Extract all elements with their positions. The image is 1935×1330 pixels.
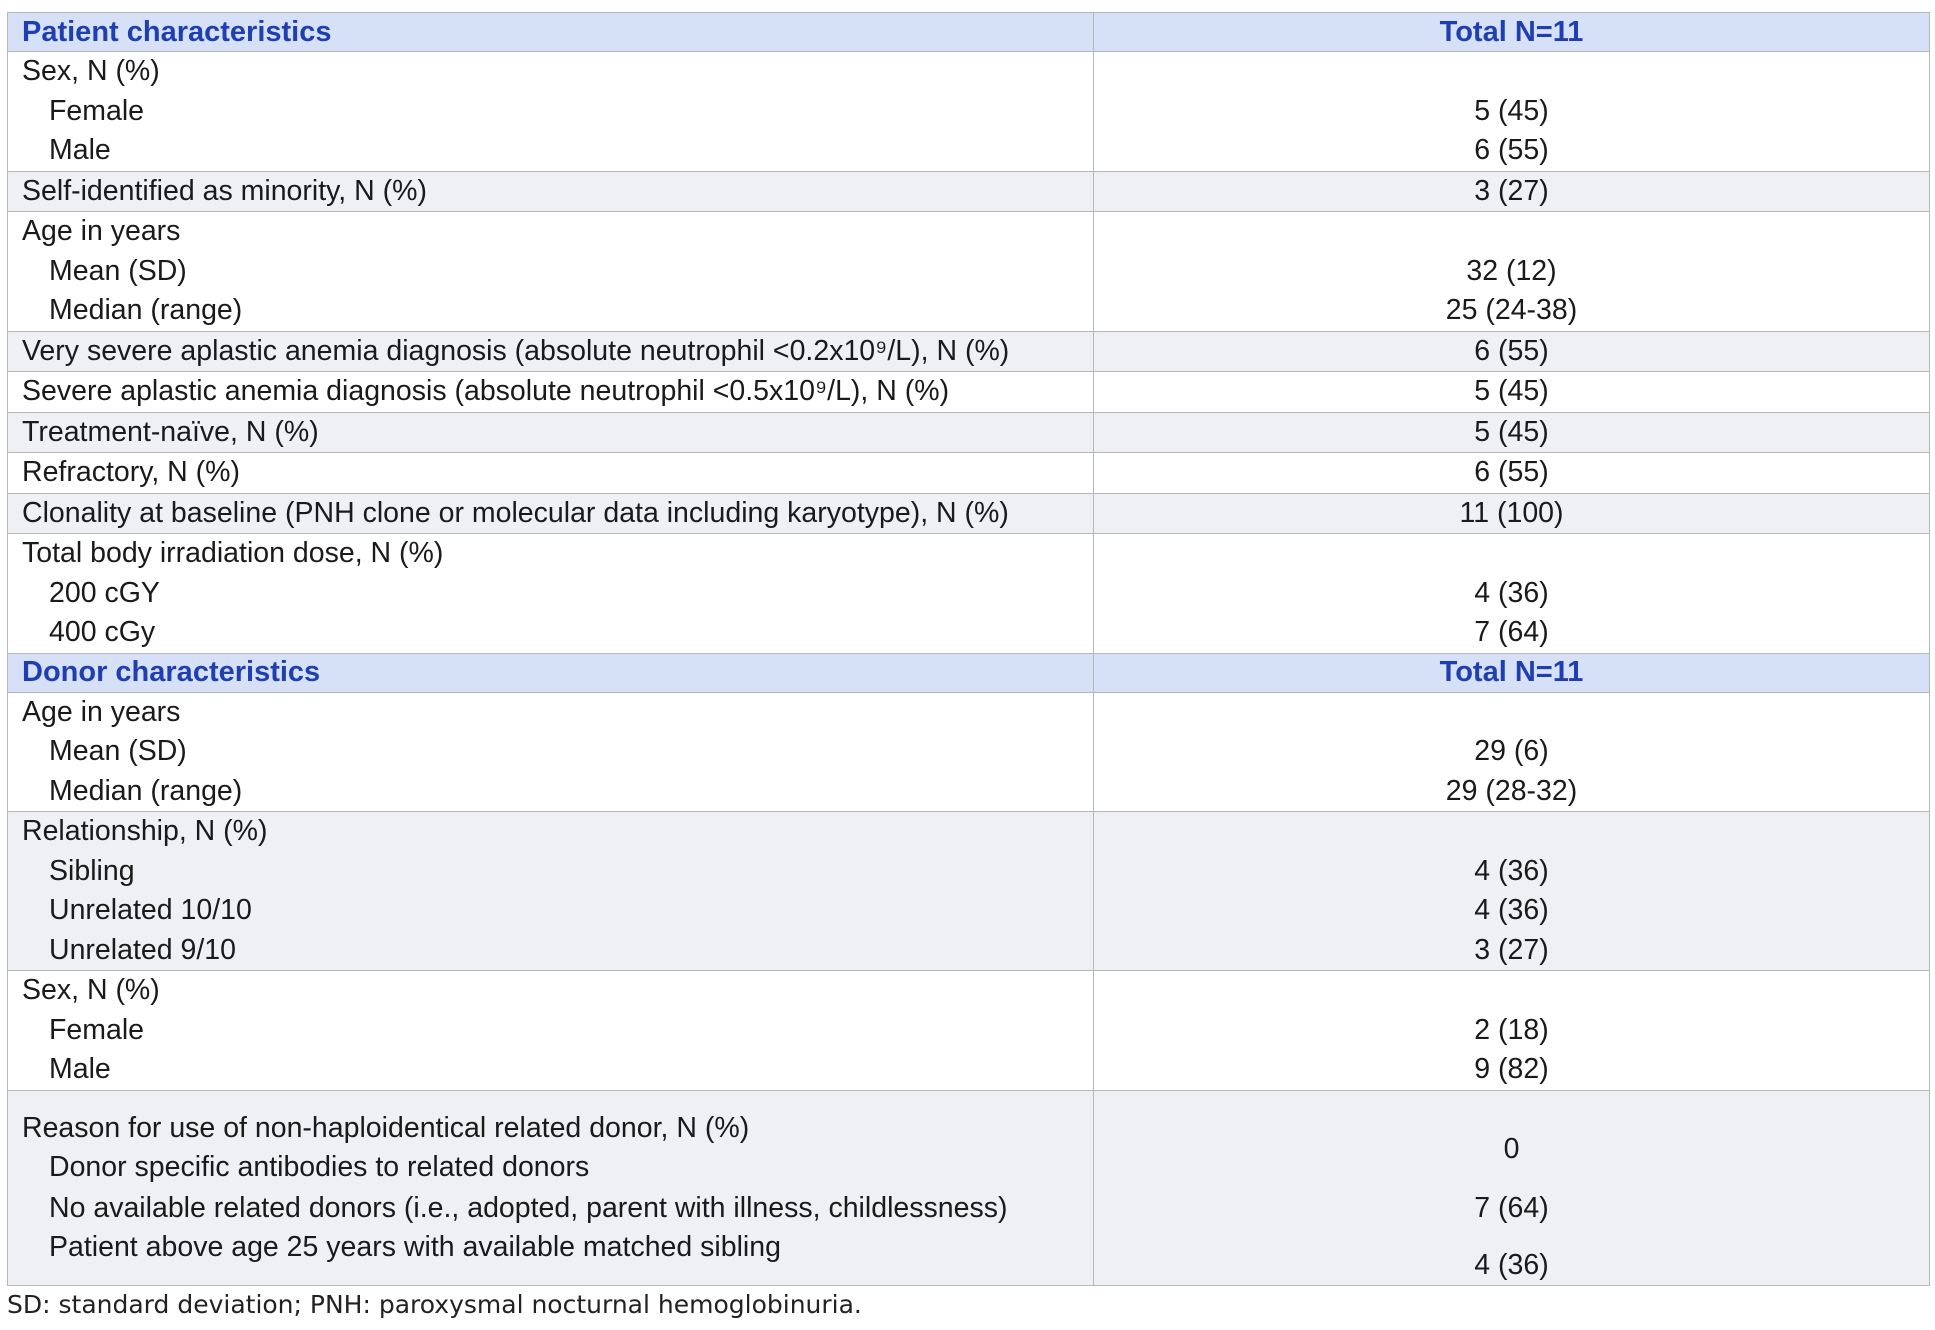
row-title: Clonality at baseline (PNH clone or molecular data including karyotype), N (%) — [22, 496, 1009, 529]
row-title: Self-identified as minority, N (%) — [22, 174, 427, 207]
row-sub-label: Unrelated 9/10 — [49, 933, 236, 966]
table-row — [8, 534, 1930, 654]
row-title-value: 3 (27) — [1474, 174, 1549, 207]
row-sub-value: 9 (82) — [1474, 1053, 1549, 1085]
row-title-value — [1094, 52, 1929, 92]
patient-header-row — [8, 13, 1930, 52]
table-row — [8, 171, 1930, 212]
row-title-value — [1094, 971, 1929, 1011]
row-label-cell — [8, 812, 1094, 971]
table-row — [8, 331, 1930, 372]
row-sub-label: Median (range) — [49, 294, 243, 326]
row-label-cell — [8, 52, 1094, 172]
row-value-cell — [1094, 453, 1930, 494]
donor-header-label: Donor characteristics — [8, 653, 1094, 692]
row-title: Age in years — [22, 215, 181, 247]
row-title-value: 5 (45) — [1474, 375, 1549, 407]
table-row — [8, 493, 1930, 534]
row-value-cell — [1094, 212, 1930, 332]
row-value-cell — [1094, 331, 1930, 372]
row-sub-label: Mean (SD) — [49, 254, 187, 287]
table-row — [8, 212, 1930, 332]
row-sub-label: Patient above age 25 years with available matched sibling — [49, 1230, 781, 1263]
table-row — [8, 692, 1930, 812]
table-row — [8, 372, 1930, 413]
row-title: Sex, N (%) — [22, 974, 160, 1006]
row-sub-value: 29 (6) — [1474, 735, 1549, 767]
table-row — [8, 971, 1930, 1091]
row-value-cell — [1094, 692, 1930, 812]
row-label-cell — [8, 412, 1094, 453]
row-sub-label: Male — [49, 134, 111, 166]
row-sub-label: Unrelated 10/10 — [49, 894, 252, 926]
row-title: Total body irradiation dose, N (%) — [22, 537, 444, 569]
row-value-cell — [1094, 52, 1930, 172]
row-title-value — [1094, 212, 1929, 252]
row-sub-value: 4 (36) — [1474, 576, 1549, 609]
row-sub-label: Male — [49, 1053, 111, 1085]
row-title-value: 11 (100) — [1459, 496, 1564, 529]
row-sub-value: 32 (12) — [1466, 254, 1557, 287]
row-title: Severe aplastic anemia diagnosis (absolute neutrophil <0.5x10⁹/L), N (%) — [22, 375, 950, 407]
row-sub-value: 6 (55) — [1474, 134, 1549, 166]
row-value-cell — [1094, 493, 1930, 534]
table-row — [8, 1090, 1930, 1286]
characteristics-table — [7, 12, 1929, 1286]
row-sub-label: Sibling — [49, 854, 135, 887]
row-sub-label: 200 cGY — [49, 576, 160, 609]
row-sub-value: 4 (36) — [1474, 894, 1549, 926]
row-sub-label: No available related donors (i.e., adopted, parent with illness, childlessness) — [49, 1191, 1008, 1224]
row-label-cell — [8, 971, 1094, 1091]
row-title-value — [1094, 1091, 1929, 1131]
row-title: Reason for use of non-haploidentical related donor, N (%) — [22, 1111, 750, 1144]
row-value-cell — [1094, 812, 1930, 971]
row-label-cell — [8, 212, 1094, 332]
row-label-cell — [8, 171, 1094, 212]
table-row — [8, 412, 1930, 453]
row-title-value: 6 (55) — [1474, 456, 1549, 488]
row-sub-label: Female — [49, 1013, 145, 1046]
row-title: Refractory, N (%) — [22, 456, 240, 488]
row-title-value — [1094, 693, 1929, 733]
row-title-value: 5 (45) — [1474, 415, 1549, 448]
row-sub-label: 400 cGy — [49, 616, 156, 648]
patient-header-label: Patient characteristics — [8, 13, 1094, 52]
row-sub-label: Female — [49, 94, 145, 127]
row-label-cell — [8, 534, 1094, 654]
table-row — [8, 453, 1930, 494]
row-sub-value: 3 (27) — [1474, 933, 1549, 966]
row-sub-value: 7 (64) — [1474, 1191, 1549, 1224]
row-title: Very severe aplastic anemia diagnosis (absolute neutrophil <0.2x10⁹/L), N (%) — [22, 334, 1010, 367]
row-sub-value: 7 (64) — [1474, 616, 1549, 648]
row-title: Sex, N (%) — [22, 55, 160, 87]
row-sub-value: 4 (36) — [1474, 854, 1549, 887]
row-sub-value: 4 (36) — [1474, 1248, 1549, 1281]
row-label-cell — [8, 692, 1094, 812]
row-value-cell — [1094, 171, 1930, 212]
donor-header-total: Total N=11 — [1094, 653, 1930, 692]
row-title-value — [1094, 534, 1929, 574]
row-title-value — [1094, 812, 1929, 852]
donor-header-row — [8, 653, 1930, 692]
row-sub-label: Donor specific antibodies to related donors — [49, 1151, 590, 1183]
row-label-cell — [8, 493, 1094, 534]
row-label-cell — [8, 372, 1094, 413]
row-title: Age in years — [22, 695, 181, 728]
row-sub-label: Median (range) — [49, 774, 243, 807]
patient-header-total: Total N=11 — [1094, 13, 1930, 52]
row-title: Treatment-naïve, N (%) — [22, 415, 319, 448]
row-label-cell — [8, 1090, 1094, 1286]
row-value-cell — [1094, 534, 1930, 654]
table-row — [8, 812, 1930, 971]
row-title-value: 6 (55) — [1474, 334, 1549, 367]
table-body — [8, 13, 1930, 1286]
row-sub-value: 2 (18) — [1474, 1013, 1549, 1046]
row-label-cell — [8, 453, 1094, 494]
row-sub-value: 25 (24-38) — [1445, 294, 1578, 326]
row-sub-value: 0 — [1503, 1133, 1520, 1165]
table-row — [8, 52, 1930, 172]
row-sub-value: 29 (28-32) — [1445, 774, 1578, 807]
row-title: Relationship, N (%) — [22, 815, 268, 847]
row-value-cell — [1094, 971, 1930, 1091]
row-value-cell — [1094, 412, 1930, 453]
row-label-cell — [8, 331, 1094, 372]
row-value-cell — [1094, 372, 1930, 413]
row-sub-label: Mean (SD) — [49, 735, 187, 767]
table-footnote: SD: standard deviation; PNH: paroxysmal nocturnal hemoglobinuria. — [7, 1290, 862, 1319]
row-sub-value: 5 (45) — [1474, 94, 1549, 127]
row-value-cell — [1094, 1090, 1930, 1286]
